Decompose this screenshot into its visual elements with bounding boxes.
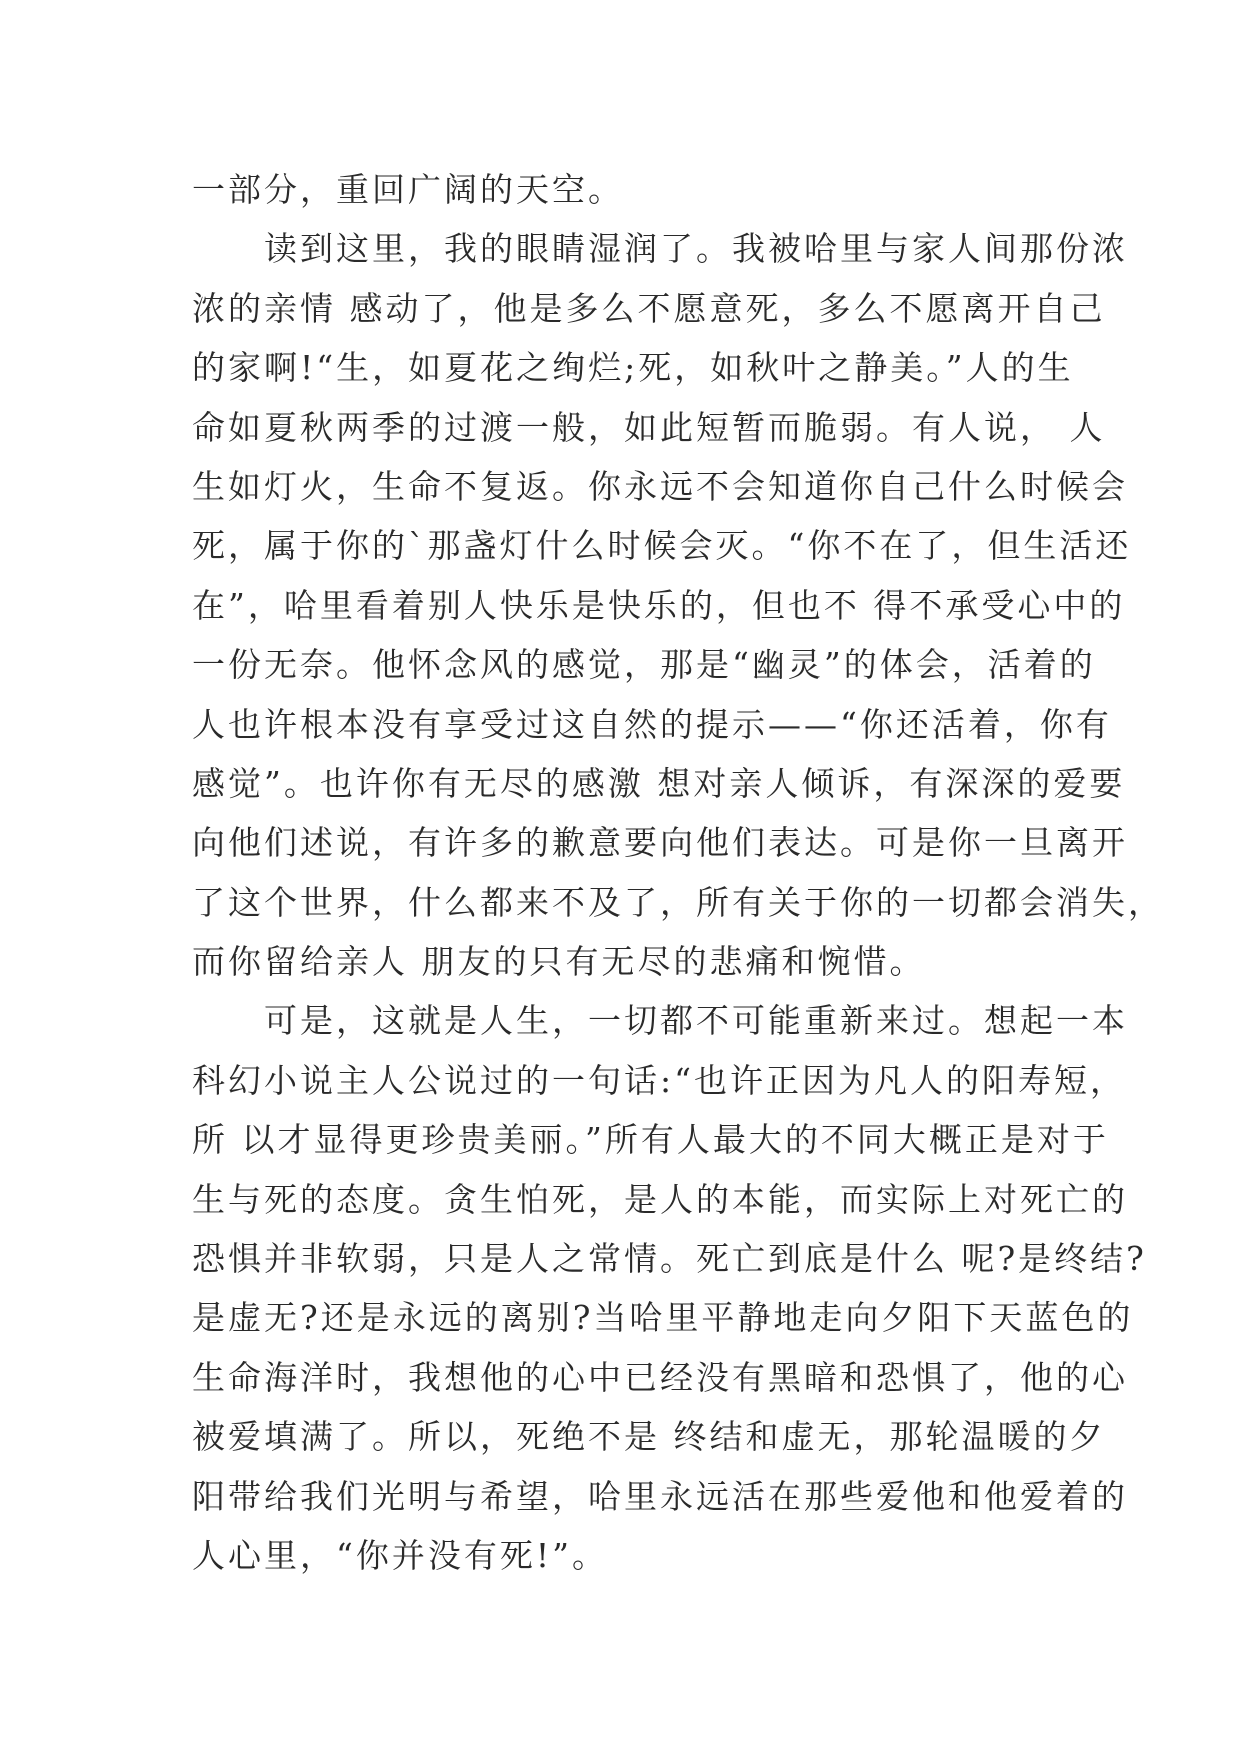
text-line: 生与死的态度。贪生怕死，是人的本能，而实际上对死亡的	[192, 1179, 1128, 1219]
text-line: 人心里，“你并没有死!”。	[192, 1535, 609, 1575]
text-line: 生如灯火，生命不复返。你永远不会知道你自己什么时候会	[192, 466, 1128, 506]
text-line: 一部分，重回广阔的天空。	[192, 170, 624, 209]
text-line: 命如夏秋两季的过渡一般，如此短暂而脆弱。有人说， 人	[192, 407, 1106, 447]
text-line: 是虚无?还是永远的离别?当哈里平静地走向夕阳下天蓝色的	[192, 1298, 1134, 1338]
text-line: 生命海洋时，我想他的心中已经没有黑暗和恐惧了，他的心	[192, 1357, 1128, 1397]
text-line: 读到这里，我的眼睛湿润了。我被哈里与家人间那份浓	[192, 229, 1128, 269]
text-line: 死，属于你的`那盏灯什么时候会灭。“你不在了，但生活还	[192, 526, 1132, 566]
text-line: 的家啊!“生，如夏花之绚烂;死，如秋叶之静美。”人的生	[192, 348, 1074, 388]
text-line: 所 以才显得更珍贵美丽。”所有人最大的不同大概正是对于	[192, 1120, 1109, 1160]
text-line: 被爱填满了。所以，死绝不是 终结和虚无，那轮温暖的夕	[192, 1417, 1106, 1457]
text-line: 而你留给亲人 朋友的只有无尽的悲痛和惋惜。	[192, 942, 926, 982]
text-line: 人也许根本没有享受过这自然的提示——“你还活着，你有	[192, 704, 1112, 744]
text-line: 感觉”。也许你有无尽的感激 想对亲人倾诉，有深深的爱要	[192, 763, 1126, 803]
text-line: 了这个世界，什么都来不及了，所有关于你的一切都会消失，	[192, 882, 1164, 922]
text-line: 恐惧并非软弱，只是人之常情。死亡到底是什么 呢?是终结?	[192, 1239, 1147, 1279]
text-line: 向他们述说，有许多的歉意要向他们表达。可是你一旦离开	[192, 823, 1128, 863]
text-line: 可是，这就是人生，一切都不可能重新来过。想起一本	[192, 1001, 1128, 1041]
text-line: 阳带给我们光明与希望，哈里永远活在那些爱他和他爱着的	[192, 1476, 1128, 1516]
body-text	[192, 160, 1164, 1585]
text-line: 浓的亲情 感动了，他是多么不愿意死，多么不愿离开自己	[192, 288, 1106, 328]
text-line: 在”，哈里看着别人快乐是快乐的，但也不 得不承受心中的	[192, 585, 1126, 625]
text-line: 科幻小说主人公说过的一句话:“也许正因为凡人的阳寿短，	[192, 1060, 1126, 1100]
text-line: 一份无奈。他怀念风的感觉，那是“幽灵”的体会，活着的	[192, 645, 1096, 685]
